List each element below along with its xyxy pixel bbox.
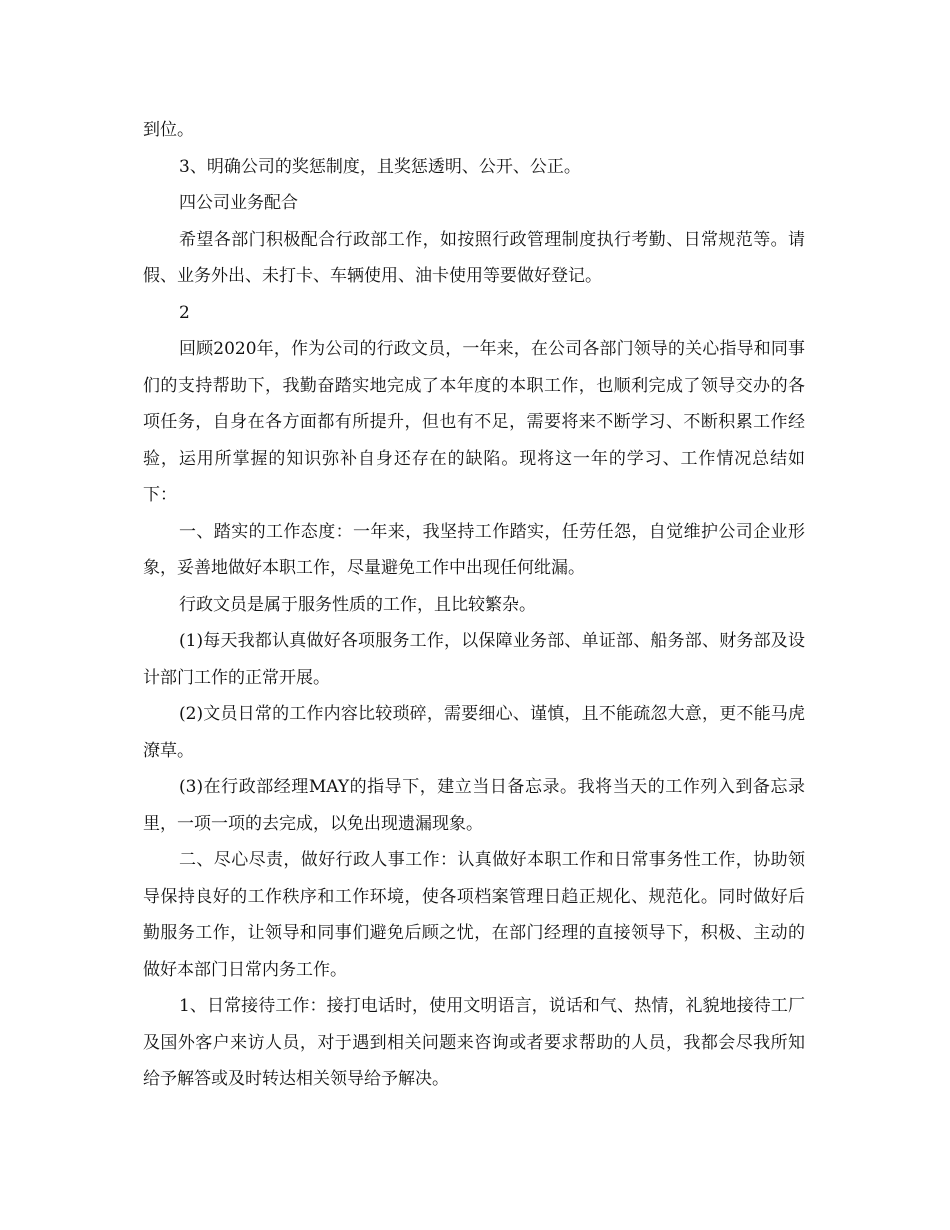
paragraph: 回顾2020年，作为公司的行政文员，一年来，在公司各部门领导的关心指导和同事们的支持帮助下，我勤奋踏实地完成了本年度的本职工作，也顺利完成了领导交办的各项任务，自身在各方面都有所提升，但也有不足，需要将来不断学习、不断积累工作经验，运用所掌握的知识弥补自身还存在的缺陷。现将这一年的学习、工作情况总结如下： xyxy=(143,339,805,505)
paragraph: 希望各部门积极配合行政部工作，如按照行政管理制度执行考勤、日常规范等。请假、业务外出、未打卡、车辆使用、油卡使用等要做好登记。 xyxy=(143,229,805,286)
paragraph: 一、踏实的工作态度：一年来，我坚持工作踏实，任劳任怨，自觉维护公司企业形象，妥善地做好本职工作，尽量避免工作中出现任何纰漏。 xyxy=(143,521,805,578)
paragraph: (1)每天我都认真做好各项服务工作，以保障业务部、单证部、船务部、财务部及设计部门工作的正常开展。 xyxy=(143,631,805,688)
document-body xyxy=(143,112,805,1098)
paragraph: 到位。 xyxy=(143,120,194,140)
section-heading: 四公司业务配合 xyxy=(179,193,298,213)
section-number: 2 xyxy=(179,302,190,323)
paragraph: (2)文员日常的工作内容比较琐碎，需要细心、谨慎，且不能疏忽大意，更不能马虎潦草。 xyxy=(143,704,805,761)
paragraph: 二、尽心尽责，做好行政人事工作：认真做好本职工作和日常事务性工作，协助领导保持良好的工作秩序和工作环境，使各项档案管理日趋正规化、规范化。同时做好后勤服务工作，让领导和同事们避免后顾之忧，在部门经理的直接领导下，积极、主动的做好本部门日常内务工作。 xyxy=(143,850,805,980)
paragraph: 3、明确公司的奖惩制度，且奖惩透明、公开、公正。 xyxy=(179,156,581,177)
paragraph: (3)在行政部经理MAY的指导下，建立当日备忘录。我将当天的工作列入到备忘录里，一项一项的去完成，以免出现遗漏现象。 xyxy=(143,777,805,834)
paragraph: 1、日常接待工作：接打电话时，使用文明语言，说话和气、热情，礼貌地接待工厂及国外客户来访人员，对于遇到相关问题来咨询或者要求帮助的人员，我都会尽我所知给予解答或及时转达相关领导给予解决。 xyxy=(143,996,805,1089)
paragraph: 行政文员是属于服务性质的工作，且比较繁杂。 xyxy=(179,594,536,615)
